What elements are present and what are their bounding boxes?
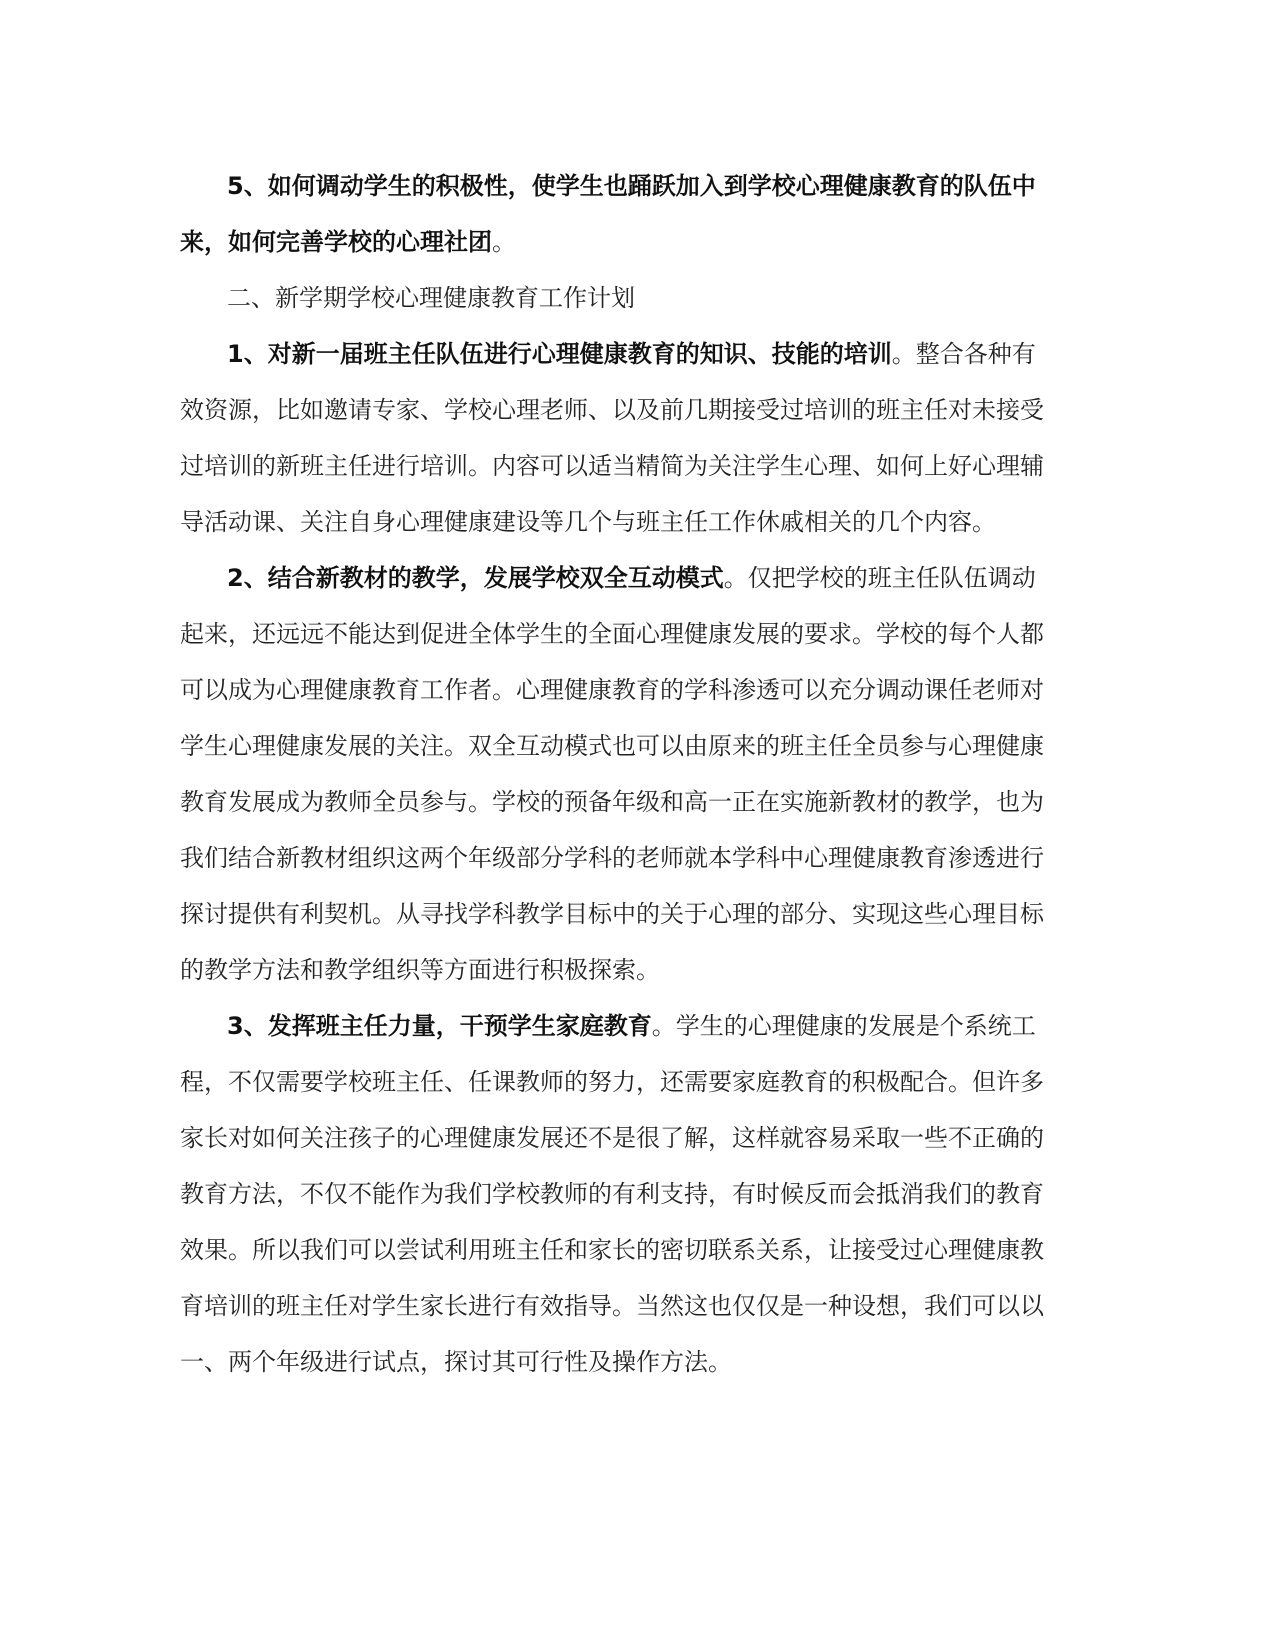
- item3-line7: [0, 1342, 1275, 1382]
- item3-text-1: 。学生的心理健康的发展是个系统工: [651, 1012, 1036, 1040]
- item2-line2: [0, 614, 1275, 654]
- item5-bold-text-cont: 来，如何完善学校的心理社团: [180, 228, 492, 256]
- item3-line5: [0, 1230, 1275, 1270]
- item3-line6: [0, 1286, 1275, 1326]
- item2-line3: [0, 670, 1275, 710]
- item2-line1: [0, 558, 1275, 598]
- item3-line1: [0, 1006, 1275, 1046]
- item3-line2: [0, 1062, 1275, 1102]
- item1-line2: [0, 390, 1275, 430]
- item2-text-5: 教育发展成为教师全员参与。学校的预备年级和高一正在实施新教材的教学，也为: [180, 788, 1044, 816]
- section-heading-text: 二、新学期学校心理健康教育工作计划: [227, 284, 635, 312]
- item3-text-7: 一、两个年级进行试点，探讨其可行性及操作方法。: [180, 1348, 732, 1376]
- item3-bold-lead: 3、发挥班主任力量，干预学生家庭教育: [227, 1012, 652, 1040]
- item2-line7: [0, 894, 1275, 934]
- item2-text-1: 。仅把学校的班主任队伍调动: [723, 564, 1036, 592]
- item1-bold-lead: 1、对新一届班主任队伍进行心理健康教育的知识、技能的培训: [227, 340, 892, 368]
- item1-line1: [0, 334, 1275, 374]
- item2-bold-lead: 2、结合新教材的教学，发展学校双全互动模式: [227, 564, 724, 592]
- item1-line3: [0, 446, 1275, 486]
- item3-text-2: 程，不仅需要学校班主任、任课教师的努力，还需要家庭教育的积极配合。但许多: [180, 1068, 1044, 1096]
- item3-line3: [0, 1118, 1275, 1158]
- item3-text-6: 育培训的班主任对学生家长进行有效指导。当然这也仅仅是一种设想，我们可以以: [180, 1292, 1044, 1320]
- item1-text-3: 过培训的新班主任进行培训。内容可以适当精简为关注学生心理、如何上好心理辅: [180, 452, 1044, 480]
- item5-tail: 。: [492, 228, 516, 256]
- item1-text-2: 效资源，比如邀请专家、学校心理老师、以及前几期接受过培训的班主任对未接受: [180, 396, 1044, 424]
- item3-text-4: 教育方法，不仅不能作为我们学校教师的有利支持，有时候反而会抵消我们的教育: [180, 1180, 1044, 1208]
- item3-text-5: 效果。所以我们可以尝试利用班主任和家长的密切联系关系，让接受过心理健康教: [180, 1236, 1044, 1264]
- item2-text-7: 探讨提供有利契机。从寻找学科教学目标中的关于心理的部分、实现这些心理目标: [180, 900, 1044, 928]
- item2-line4: [0, 726, 1275, 766]
- item5-line1: [0, 166, 1275, 206]
- item2-text-3: 可以成为心理健康教育工作者。心理健康教育的学科渗透可以充分调动课任老师对: [180, 676, 1044, 704]
- item1-text-4: 导活动课、关注自身心理健康建设等几个与班主任工作休戚相关的几个内容。: [180, 508, 996, 536]
- item5-bold-text: 5、如何调动学生的积极性，使学生也踊跃加入到学校心理健康教育的队伍中: [227, 172, 1036, 200]
- item2-text-2: 起来，还远远不能达到促进全体学生的全面心理健康发展的要求。学校的每个人都: [180, 620, 1044, 648]
- item2-text-4: 学生心理健康发展的关注。双全互动模式也可以由原来的班主任全员参与心理健康: [180, 732, 1044, 760]
- item2-line5: [0, 782, 1275, 822]
- item3-text-3: 家长对如何关注孩子的心理健康发展还不是很了解，这样就容易采取一些不正确的: [180, 1124, 1044, 1152]
- item5-line2: [0, 222, 1275, 262]
- item1-line4: [0, 502, 1275, 542]
- item2-text-8: 的教学方法和教学组织等方面进行积极探索。: [180, 956, 660, 984]
- item3-line4: [0, 1174, 1275, 1214]
- item2-text-6: 我们结合新教材组织这两个年级部分学科的老师就本学科中心理健康教育渗透进行: [180, 844, 1044, 872]
- item1-text-1: 。整合各种有: [891, 340, 1036, 368]
- item2-line6: [0, 838, 1275, 878]
- item2-line8: [0, 950, 1275, 990]
- section-heading: [0, 278, 1275, 318]
